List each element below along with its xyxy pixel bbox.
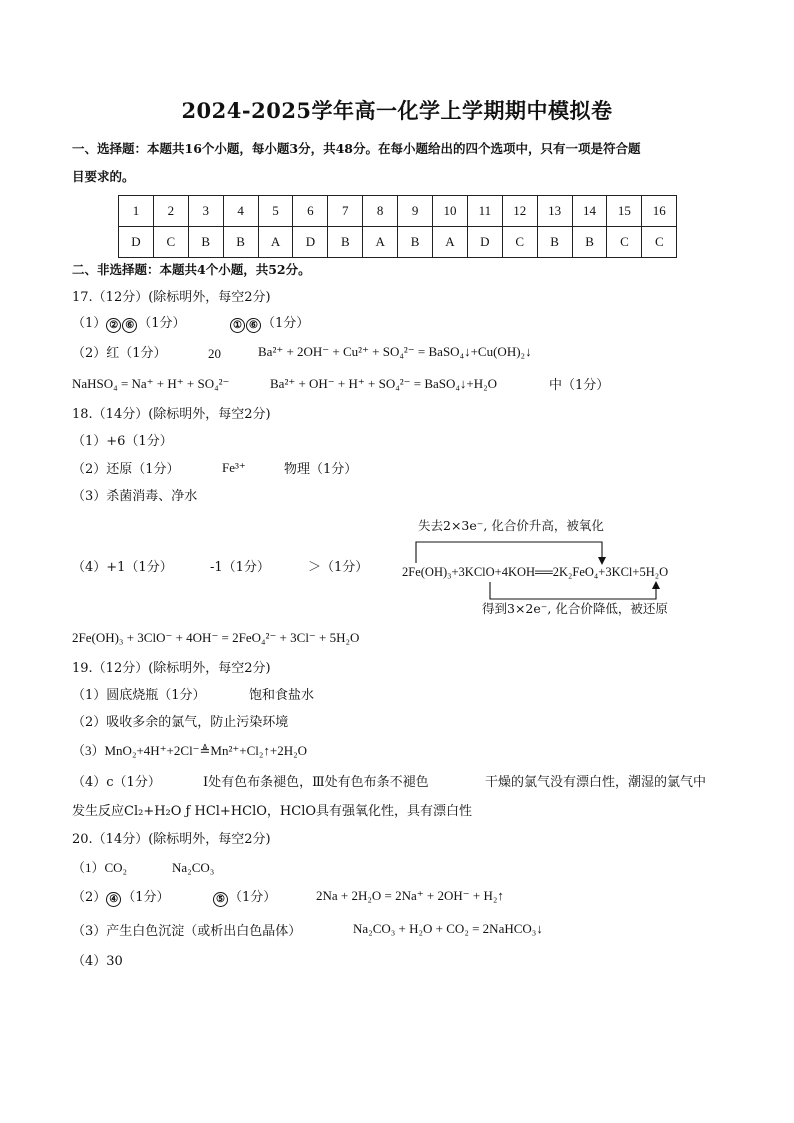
section2-heading: 二、非选择题：本题共4个小题，共52分。 xyxy=(72,262,311,277)
section1-heading-line1: 一、选择题：本题共16个小题，每小题3分，共48分。在每小题给出的四个选项中，只有一项是符合题 xyxy=(72,141,641,156)
q-number: 12 xyxy=(502,196,537,227)
q-number: 5 xyxy=(258,196,293,227)
q-answer: B xyxy=(188,227,223,258)
section1-heading-line2: 目要求的。 xyxy=(72,169,135,184)
diagram-bottom-label: 得到3×2e⁻, 化合价降低，被还原 xyxy=(482,601,668,616)
q-answer: D xyxy=(467,227,502,258)
q19-part4b: Ⅰ处有色布条褪色，Ⅲ处有色布条不褪色 xyxy=(203,775,429,790)
q17-part2-label: （2）红（1分） xyxy=(72,346,167,361)
q-answer: C xyxy=(153,227,188,258)
q-number: 11 xyxy=(467,196,502,227)
q-answer: C xyxy=(607,227,642,258)
q19-part4c: 干燥的氯气没有漂白性，潮湿的氯气中 xyxy=(485,775,707,790)
q17-equation3: Ba²⁺ + OH⁻ + H⁺ + SO₄²⁻ = BaSO₄↓+H₂O xyxy=(270,376,498,391)
q19-part4a: （4）c（1分） xyxy=(72,775,161,790)
q17-part2-value: 20 xyxy=(208,346,221,361)
q17-heading: 17.（12分）(除标明外，每空2分) xyxy=(72,290,271,305)
diagram-equation: 2Fe(OH)₃+3KClO+4KOH══2K₂FeO₄+3KCl+5H₂O xyxy=(402,565,669,579)
q-number: 4 xyxy=(223,196,258,227)
q17-equation1: Ba²⁺ + 2OH⁻ + Cu²⁺ + SO₄²⁻ = BaSO₄↓+Cu(OH)₂↓ xyxy=(258,344,532,359)
q19-part2: （2）吸收多余的氯气，防止污染环境 xyxy=(72,715,289,730)
part-label: （1） xyxy=(72,316,107,331)
part-label: （2） xyxy=(72,890,107,905)
q-answer: C xyxy=(502,227,537,258)
diagram-arrows xyxy=(398,516,718,626)
q-answer: B xyxy=(537,227,572,258)
q18-heading: 18.（14分）(除标明外，每空2分) xyxy=(72,407,271,422)
circled-number: ② xyxy=(106,318,121,333)
q20-part3a: （3）产生白色沉淀（或析出白色晶体） xyxy=(72,924,302,939)
q-number: 8 xyxy=(363,196,398,227)
q-answer: D xyxy=(293,227,328,258)
oxidation-bracket xyxy=(416,542,602,563)
score-note: （1分） xyxy=(138,316,186,331)
q17-part1 xyxy=(72,317,186,333)
q-answer: A xyxy=(433,227,468,258)
q17-part1-answer2 xyxy=(230,317,309,333)
score-note: （1分） xyxy=(122,890,170,905)
answer-table-number-row xyxy=(119,196,677,227)
q-number: 13 xyxy=(537,196,572,227)
oxidation-arrowhead xyxy=(598,557,606,565)
q-number: 14 xyxy=(572,196,607,227)
q20-part4: （4）30 xyxy=(72,954,123,969)
q19-part1b: 饱和食盐水 xyxy=(249,688,315,703)
q19-heading: 19.（12分）(除标明外，每空2分) xyxy=(72,661,271,676)
q-number: 2 xyxy=(153,196,188,227)
q-answer: A xyxy=(363,227,398,258)
q20-part1b: Na₂CO₃ xyxy=(172,860,215,875)
circled-number: ① xyxy=(230,318,245,333)
q18-equation: 2Fe(OH)₃ + 3ClO⁻ + 4OH⁻ = 2FeO₄²⁻ + 3Cl⁻ + 5H₂O xyxy=(72,630,360,645)
q-number: 15 xyxy=(607,196,642,227)
q-number: 10 xyxy=(433,196,468,227)
answer-table xyxy=(118,195,677,258)
circled-number: ④ xyxy=(106,892,121,907)
score-note: （1分） xyxy=(229,890,277,905)
q18-part4c: ＞（1分） xyxy=(308,560,369,575)
q18-part3: （3）杀菌消毒、净水 xyxy=(72,489,198,504)
circled-number: ⑥ xyxy=(122,318,137,333)
q18-part2c: 物理（1分） xyxy=(284,462,358,477)
q-answer: B xyxy=(398,227,433,258)
circled-number: ⑥ xyxy=(246,318,261,333)
q18-part2a: （2）还原（1分） xyxy=(72,462,180,477)
q-number: 7 xyxy=(328,196,363,227)
q-number: 9 xyxy=(398,196,433,227)
q-number: 16 xyxy=(642,196,677,227)
q20-heading: 20.（14分）(除标明外，每空2分) xyxy=(72,832,271,847)
q-number: 6 xyxy=(293,196,328,227)
q20-part2-answer2 xyxy=(213,891,276,907)
q20-part2-equation: 2Na + 2H₂O = 2Na⁺ + 2OH⁻ + H₂↑ xyxy=(316,888,504,903)
q-answer: B xyxy=(328,227,363,258)
answer-table-answer-row xyxy=(119,227,677,258)
q17-part2-end: 中（1分） xyxy=(549,378,610,393)
q-answer: B xyxy=(223,227,258,258)
q19-part3: （3）MnO₂+4H⁺+2Cl⁻≜Mn²⁺+Cl₂↑+2H₂O xyxy=(72,743,308,758)
q18-part1: （1）+6（1分） xyxy=(72,434,173,449)
q-answer: B xyxy=(572,227,607,258)
reduction-arrowhead xyxy=(652,581,660,589)
reduction-bracket xyxy=(490,582,656,599)
diagram-top-label: 失去2×3e⁻, 化合价升高，被氧化 xyxy=(418,518,604,533)
q-answer: C xyxy=(642,227,677,258)
q20-part2 xyxy=(72,891,170,907)
score-note: （1分） xyxy=(262,316,310,331)
q-answer: D xyxy=(119,227,154,258)
circled-number: ⑤ xyxy=(213,892,228,907)
q-number: 3 xyxy=(188,196,223,227)
q-answer: A xyxy=(258,227,293,258)
q17-equation2: NaHSO₄ = Na⁺ + H⁺ + SO₄²⁻ xyxy=(72,376,230,391)
q20-part3b: Na₂CO₃ + H₂O + CO₂ = 2NaHCO₃↓ xyxy=(353,921,543,936)
q19-part1a: （1）圆底烧瓶（1分） xyxy=(72,688,206,703)
q19-part4d: 发生反应Cl₂+H₂O ƒ HCl+HClO，HClO具有强氧化性，具有漂白性 xyxy=(72,804,473,819)
q18-part4a: （4）+1（1分） xyxy=(72,560,173,575)
page-title: 2024-2025学年高一化学上学期期中模拟卷 xyxy=(181,98,613,123)
q-number: 1 xyxy=(119,196,154,227)
q18-part2b: Fe³⁺ xyxy=(222,460,246,475)
q20-part1a: （1）CO₂ xyxy=(72,860,128,875)
electron-transfer-diagram xyxy=(398,516,718,626)
q18-part4b: -1（1分） xyxy=(210,560,270,575)
